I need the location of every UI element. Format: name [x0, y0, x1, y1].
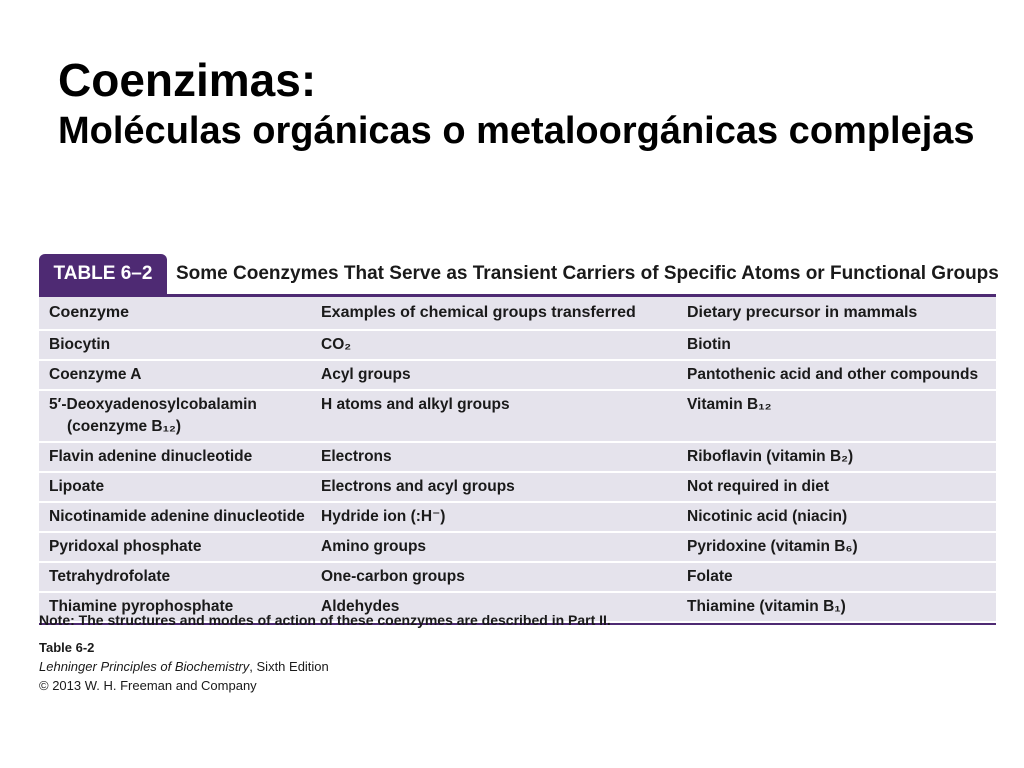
cell-coenzyme: Biocytin: [49, 336, 111, 353]
cell-coenzyme: Flavin adenine dinucleotide: [49, 448, 253, 465]
cell-coenzyme: Coenzyme A: [49, 366, 142, 383]
cell-precursor: Not required in diet: [687, 478, 830, 495]
cell-precursor: Biotin: [687, 336, 731, 353]
column-headers: [39, 297, 996, 331]
cell-coenzyme-line1: 5′-Deoxyadenosylcobalamin: [49, 396, 257, 413]
slide-subtitle: Moléculas orgánicas o metaloorgánicas complejas: [58, 110, 975, 152]
cell-group: H atoms and alkyl groups: [321, 396, 510, 413]
cell-coenzyme: Lipoate: [49, 478, 105, 495]
table-row: [39, 391, 996, 443]
cell-coenzyme: [39, 394, 311, 438]
column-header-coenzyme: Coenzyme: [49, 304, 130, 321]
coenzyme-table: [39, 254, 999, 625]
cell-coenzyme-line2: (coenzyme B₁₂): [67, 418, 182, 435]
table-row: [39, 473, 996, 503]
cell-precursor: Thiamine (vitamin B₁): [687, 598, 846, 615]
cell-precursor: Pyridoxine (vitamin B₆): [687, 538, 858, 555]
slide-title-block: [58, 52, 998, 154]
cell-group: Electrons: [321, 448, 392, 465]
table-note: [39, 612, 611, 628]
table-row: [39, 563, 996, 593]
note-label: Note:: [39, 612, 75, 628]
cell-precursor: Vitamin B₁₂: [687, 396, 772, 413]
cell-coenzyme: Nicotinamide adenine dinucleotide: [49, 508, 305, 525]
cell-precursor: Nicotinic acid (niacin): [687, 508, 848, 525]
cell-group: Hydride ion (:H⁻): [321, 508, 446, 525]
column-header-precursor: Dietary precursor in mammals: [687, 304, 918, 321]
cell-group: Aldehydes: [321, 598, 400, 615]
table-header: [39, 254, 999, 294]
copyright-line: © 2013 W. H. Freeman and Company: [39, 678, 257, 693]
table-row: [39, 361, 996, 391]
cell-group: CO₂: [321, 336, 352, 353]
cell-precursor: Pantothenic acid and other compounds: [687, 366, 979, 383]
book-title: Lehninger Principles of Biochemistry: [39, 659, 250, 674]
cell-group: Amino groups: [321, 538, 427, 555]
cell-group: Acyl groups: [321, 366, 411, 383]
cell-coenzyme: Pyridoxal phosphate: [49, 538, 202, 555]
table-badge: TABLE 6–2: [39, 254, 167, 294]
cell-group: One-carbon groups: [321, 568, 465, 585]
source-credit: [39, 638, 329, 695]
cell-coenzyme: Tetrahydrofolate: [49, 568, 171, 585]
note-text: The structures and modes of action of these coenzymes are described in Part II.: [78, 612, 611, 628]
cell-precursor: Riboflavin (vitamin B₂): [687, 448, 854, 465]
table-caption: Some Coenzymes That Serve as Transient Carriers of Specific Atoms or Functional Groups: [176, 263, 999, 284]
book-edition: , Sixth Edition: [249, 659, 329, 674]
slide-title: Coenzimas:: [58, 54, 317, 106]
table-reference: Table 6-2: [39, 640, 95, 655]
cell-precursor: Folate: [687, 568, 733, 585]
cell-coenzyme: Thiamine pyrophosphate: [49, 598, 234, 615]
table-row: [39, 443, 996, 473]
table-row: [39, 331, 996, 361]
table-row: [39, 533, 996, 563]
table-row: [39, 503, 996, 533]
cell-group: Electrons and acyl groups: [321, 478, 515, 495]
column-header-groups: Examples of chemical groups transferred: [321, 304, 636, 321]
